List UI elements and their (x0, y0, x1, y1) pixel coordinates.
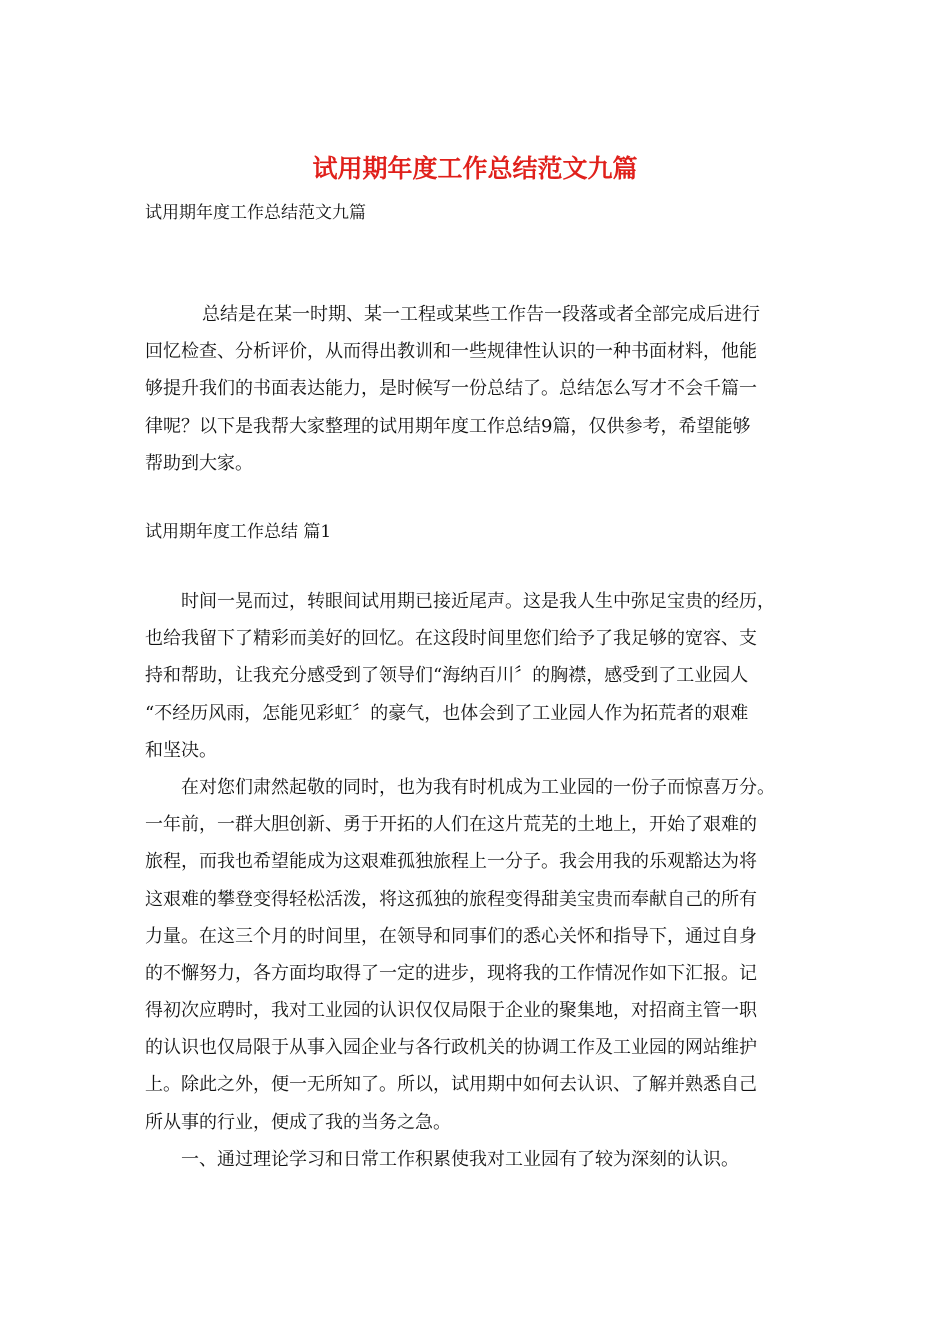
body-line: 上。除此之外，便一无所知了。所以，试用期中如何去认识、了解并熟悉自己 (145, 1074, 757, 1096)
body-line: 的认识也仅局限于从事入园企业与各行政机关的协调工作及工业园的网站维护 (145, 1037, 757, 1059)
body-line: 力量。在这三个月的时间里，在领导和同事们的悉心关怀和指导下，通过自身 (145, 925, 757, 947)
body-line: 时间一晃而过，转眼间试用期已接近尾声。这是我人生中弥足宝贵的经历， (181, 591, 775, 612)
body-line: 的不懈努力，各方面均取得了一定的进步，现将我的工作情况作如下汇报。记 (145, 962, 757, 984)
intro-line: 总结是在某一时期、某一工程或某些工作告一段落或者全部完成后进行 (202, 304, 760, 325)
body-paragraph (145, 583, 817, 1178)
intro-line: 够提升我们的书面表达能力，是时候写一份总结了。总结怎么写才不会千篇一 (145, 378, 757, 400)
intro-paragraph (145, 296, 817, 482)
body-line: 也给我留下了精彩而美好的回忆。在这段时间里您们给予了我足够的宽容、支 (145, 628, 757, 650)
body-line: 旅程，而我也希望能成为这艰难孤独旅程上一分子。我会用我的乐观豁达为将 (145, 851, 757, 873)
body-line: 得初次应聘时，我对工业园的认识仅仅局限于企业的聚集地，对招商主管一职 (145, 1000, 757, 1022)
body-line: 这艰难的攀登变得轻松活泼，将这孤独的旅程变得甜美宝贵而奉献自己的所有 (145, 888, 757, 910)
body-line: 所从事的行业，便成了我的当务之急。 (145, 1111, 451, 1133)
body-line: 一、通过理论学习和日常工作积累使我对工业园有了较为深刻的认识。 (181, 1148, 739, 1170)
body-line: 持和帮助，让我充分感受到了领导们“海纳百川〞的胸襟，感受到了工业园人 (145, 665, 749, 687)
body-line: 和坚决。 (145, 739, 217, 761)
intro-line: 律呢？以下是我帮大家整理的试用期年度工作总结9篇，仅供参考，希望能够 (145, 415, 751, 437)
body-line: “不经历风雨，怎能见彩虹〞的豪气，也体会到了工业园人作为拓荒者的艰难 (145, 702, 749, 724)
document-title: 试用期年度工作总结范文九篇 (312, 154, 638, 183)
body-line: 在对您们肃然起敬的同时，也为我有时机成为工业园的一份子而惊喜万分。 (181, 776, 775, 798)
section-heading: 试用期年度工作总结 篇1 (145, 522, 332, 542)
document-subtitle: 试用期年度工作总结范文九篇 (145, 203, 366, 223)
intro-line: 回忆检查、分析评价，从而得出教训和一些规律性认识的一种书面材料，他能 (145, 341, 757, 363)
body-line: 一年前，一群大胆创新、勇于开拓的人们在这片荒芜的土地上，开始了艰难的 (145, 814, 757, 836)
intro-line: 帮助到大家。 (145, 452, 253, 474)
